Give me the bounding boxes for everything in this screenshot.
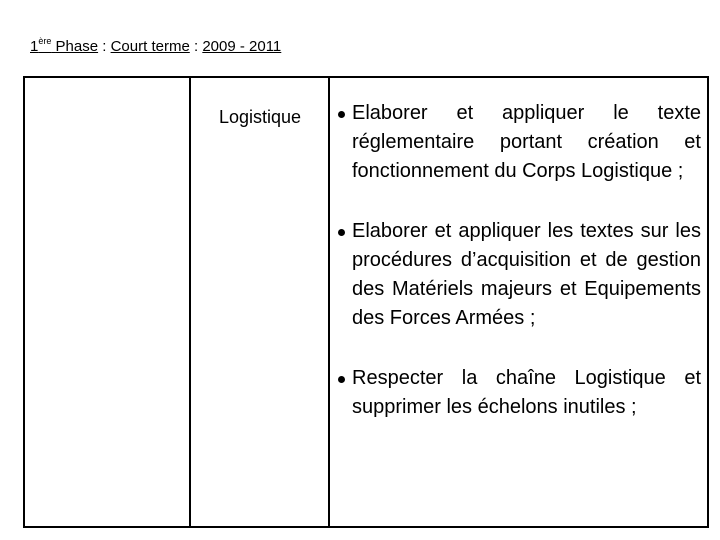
list-item	[337, 217, 701, 333]
phase-number: 1	[30, 38, 39, 55]
plan-table	[23, 76, 709, 528]
bullet-icon	[338, 376, 345, 383]
list-item	[337, 364, 701, 422]
bullet-icon	[338, 111, 345, 118]
bullet-icon	[338, 229, 345, 236]
phase-title	[30, 38, 98, 55]
phase-label: Phase	[55, 38, 99, 55]
term-label: Court terme	[110, 38, 190, 55]
heading-separator: :	[98, 38, 111, 55]
heading-separator: :	[189, 38, 203, 55]
action-text: Elaborer et appliquer le texte réglementaire portant création et fonctionnement du Corps Logistique ;	[352, 102, 701, 182]
column-divider	[328, 78, 330, 526]
actions-list	[337, 99, 701, 453]
column-divider	[189, 78, 191, 526]
phase-ordinal-suffix: ère	[38, 36, 52, 46]
category-cell: Logistique	[218, 107, 302, 127]
list-item	[337, 99, 701, 186]
action-text: Respecter la chaîne Logistique et supprimer les échelons inutiles ;	[352, 367, 701, 418]
period-label: 2009 - 2011	[202, 38, 282, 55]
action-text: Elaborer et appliquer les textes sur les procédures d’acquisition et de gestion des Matériels majeurs et Equipements des Forces Armées ;	[352, 220, 701, 329]
section-heading	[30, 38, 281, 55]
